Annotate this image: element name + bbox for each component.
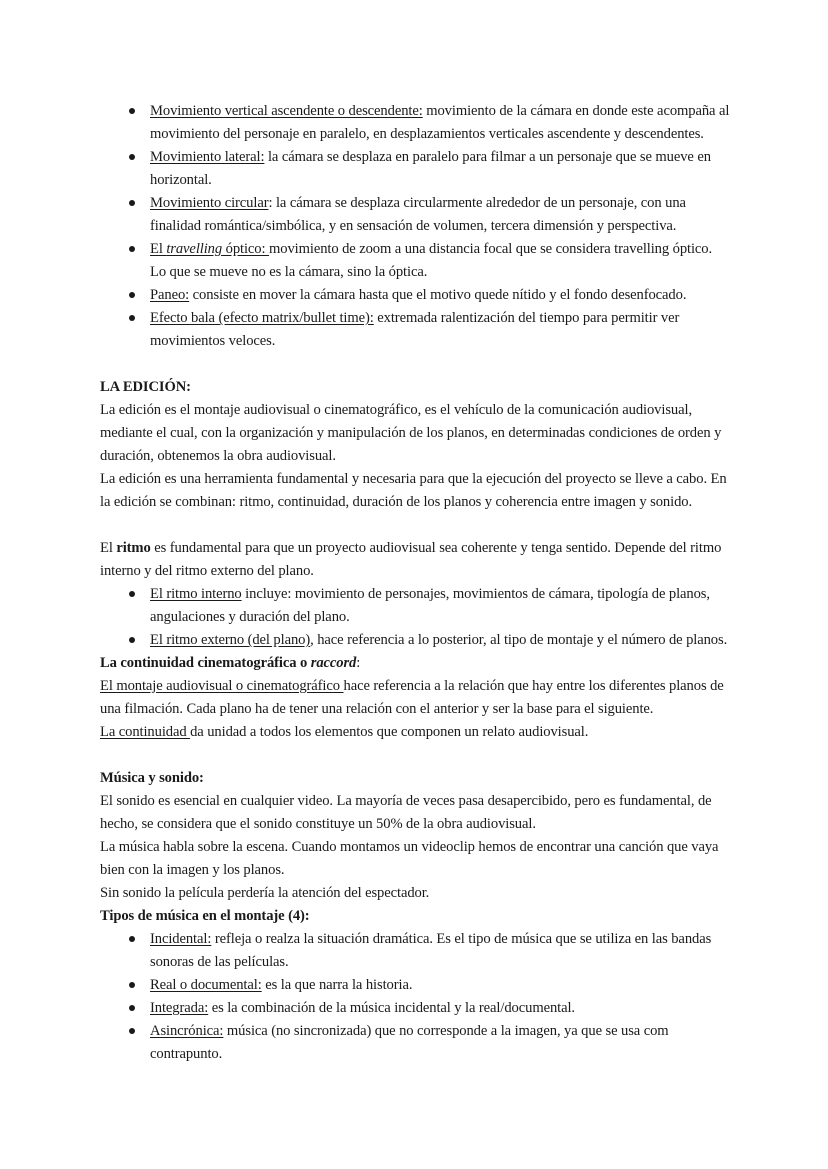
music-types-list	[100, 928, 730, 1066]
ritmo-list	[100, 583, 730, 652]
list-item: Integrada: es la combinación de la música incidental y la real/documental.	[150, 997, 730, 1020]
paragraph: El montaje audiovisual o cinematográfico hace referencia a la relación que hay entre los diferentes planos de una filmación. Cada plano ha de tener una relación con el anterior y ser la base para el siguiente.	[100, 678, 724, 717]
list-item: Movimiento vertical ascendente o descendente: movimiento de la cámara en donde este acompaña al movimiento del personaje en paralelo, en desplazamientos verticales ascendente y descendentes.	[150, 100, 730, 146]
term: Real o documental:	[150, 977, 262, 993]
list-item: Asincrónica: música (no sincronizada) que no corresponde a la imagen, ya que se usa com contrapunto.	[150, 1020, 730, 1066]
section-heading-musica: Música y sonido:	[100, 770, 204, 786]
term: Incidental:	[150, 931, 212, 947]
list-item: Movimiento lateral: la cámara se desplaza en paralelo para filmar a un personaje que se mueve en horizontal.	[150, 146, 730, 192]
section-heading-edicion: LA EDICIÓN:	[100, 379, 191, 395]
term: Movimiento vertical ascendente o descendente:	[150, 103, 423, 119]
list-item: Movimiento circular: la cámara se desplaza circularmente alrededor de un personaje, con una finalidad romántica/simbólica, y en sensación de volumen, tercera dimensión y perspectiva.	[150, 192, 730, 238]
subheading-tipos-musica: Tipos de música en el montaje (4):	[100, 908, 310, 924]
term: El ritmo interno	[150, 586, 242, 602]
term: Movimiento lateral:	[150, 149, 265, 165]
term: Movimiento circular	[150, 195, 269, 211]
list-item: El ritmo interno incluye: movimiento de personajes, movimientos de cámara, tipología de planos, angulaciones y duración del plano.	[150, 583, 730, 629]
term: El travelling óptico:	[150, 241, 270, 257]
list-item: Real o documental: es la que narra la historia.	[150, 974, 730, 997]
term: Integrada:	[150, 1000, 209, 1016]
paragraph-ritmo: El ritmo es fundamental para que un proyecto audiovisual sea coherente y tenga sentido. Depende del ritmo interno y del ritmo externo del plano.	[100, 540, 722, 579]
term: Asincrónica:	[150, 1023, 224, 1039]
list-item: Incidental: refleja o realza la situación dramática. Es el tipo de música que se utiliza en las bandas sonoras de las películas.	[150, 928, 730, 974]
camera-movements-list	[100, 100, 730, 353]
term: Paneo:	[150, 287, 190, 303]
list-item: Paneo: consiste en mover la cámara hasta que el motivo quede nítido y el fondo desenfocado.	[150, 284, 730, 307]
term: El ritmo externo (del plano)	[150, 632, 311, 648]
paragraph: La edición es una herramienta fundamental y necesaria para que la ejecución del proyecto se lleve a cabo. En la edición se combinan: ritmo, continuidad, duración de los planos y coherencia entre imagen y sonido.	[100, 471, 727, 510]
document-page	[100, 100, 730, 1066]
paragraph: La edición es el montaje audiovisual o cinematográfico, es el vehículo de la comunicación audiovisual, mediante el cual, con la organización y manipulación de los planos, en determinadas condiciones de orden y duración, obtenemos la obra audiovisual.	[100, 402, 722, 464]
list-item: El ritmo externo (del plano), hace referencia a lo posterior, al tipo de montaje y el número de planos.	[150, 629, 730, 652]
list-item: Efecto bala (efecto matrix/bullet time): extremada ralentización del tiempo para permitir ver movimientos veloces.	[150, 307, 730, 353]
paragraph: El sonido es esencial en cualquier video. La mayoría de veces pasa desapercibido, pero es fundamental, de hecho, se considera que el sonido constituye un 50% de la obra audiovisual.	[100, 793, 712, 832]
paragraph: La música habla sobre la escena. Cuando montamos un videoclip hemos de encontrar una canción que vaya bien con la imagen y los planos.	[100, 839, 719, 878]
paragraph: La continuidad da unidad a todos los elementos que componen un relato audiovisual.	[100, 724, 589, 740]
paragraph: Sin sonido la película perdería la atención del espectador.	[100, 885, 430, 901]
term: Efecto bala (efecto matrix/bullet time):	[150, 310, 374, 326]
section-heading-continuidad: La continuidad cinematográfica o raccord:	[100, 655, 361, 671]
list-item: El travelling óptico: movimiento de zoom a una distancia focal que se considera travelling óptico. Lo que se mueve no es la cámara, sino la óptica.	[150, 238, 730, 284]
